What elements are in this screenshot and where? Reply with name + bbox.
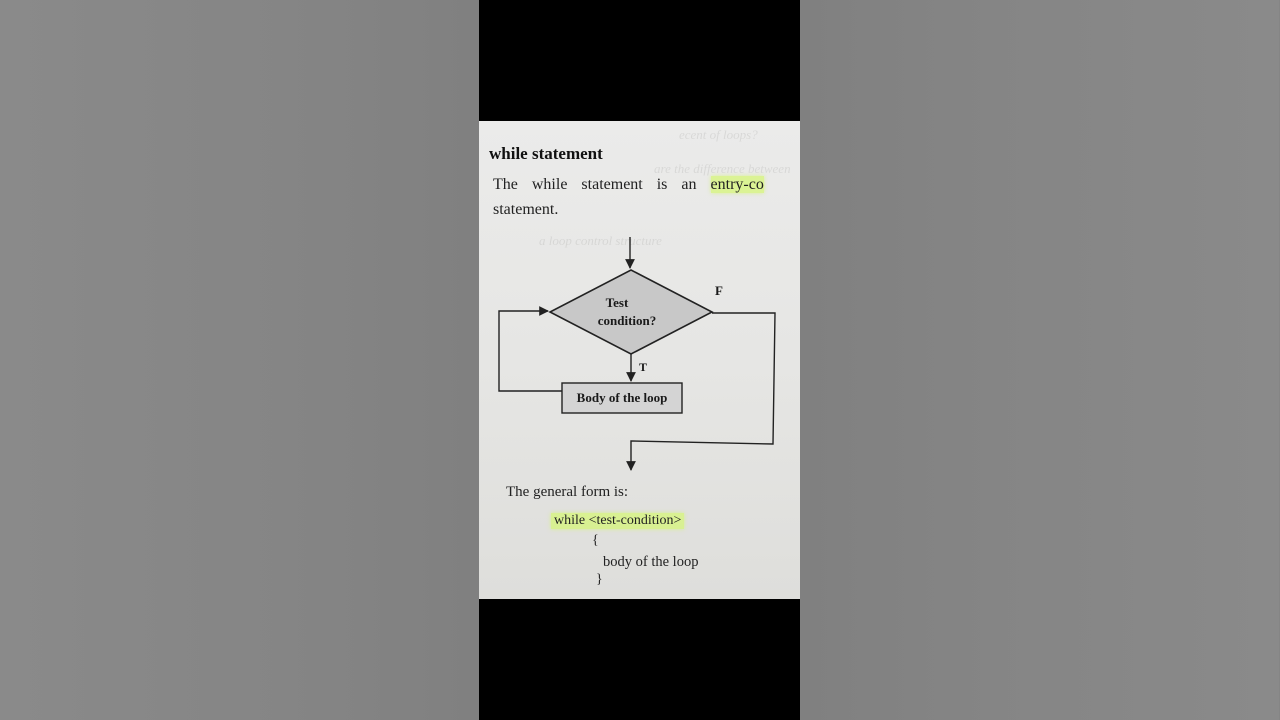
loop-back-arrow — [499, 311, 562, 391]
bleed-through-text: ecent of loops? — [679, 127, 758, 142]
false-label: F — [715, 283, 723, 298]
code-while-line: while <test-condition> — [551, 513, 684, 529]
bleed-through-text: a loop control structure — [539, 233, 662, 248]
highlighted-text: entry-co — [710, 176, 764, 193]
section-heading: while statement — [489, 144, 603, 163]
blurred-background-left — [0, 0, 479, 720]
intro-paragraph-line2: statement. — [493, 201, 559, 218]
decision-diamond — [550, 270, 712, 354]
loop-body-label: Body of the loop — [576, 390, 668, 405]
code-brace-open: { — [592, 533, 599, 548]
book-page — [479, 121, 800, 599]
bleed-through-text: are the difference between — [654, 161, 791, 176]
true-label: T — [639, 360, 648, 374]
decision-label-line1: Test — [605, 295, 629, 310]
code-brace-close: } — [596, 572, 603, 587]
code-loop-body: body of the loop — [603, 554, 699, 570]
intro-text: The while statement is an — [493, 176, 697, 193]
video-frame — [479, 0, 800, 720]
blurred-background-right — [800, 0, 1279, 720]
decision-label-line2: condition? — [597, 313, 657, 328]
general-form-label: The general form is: — [506, 484, 629, 500]
